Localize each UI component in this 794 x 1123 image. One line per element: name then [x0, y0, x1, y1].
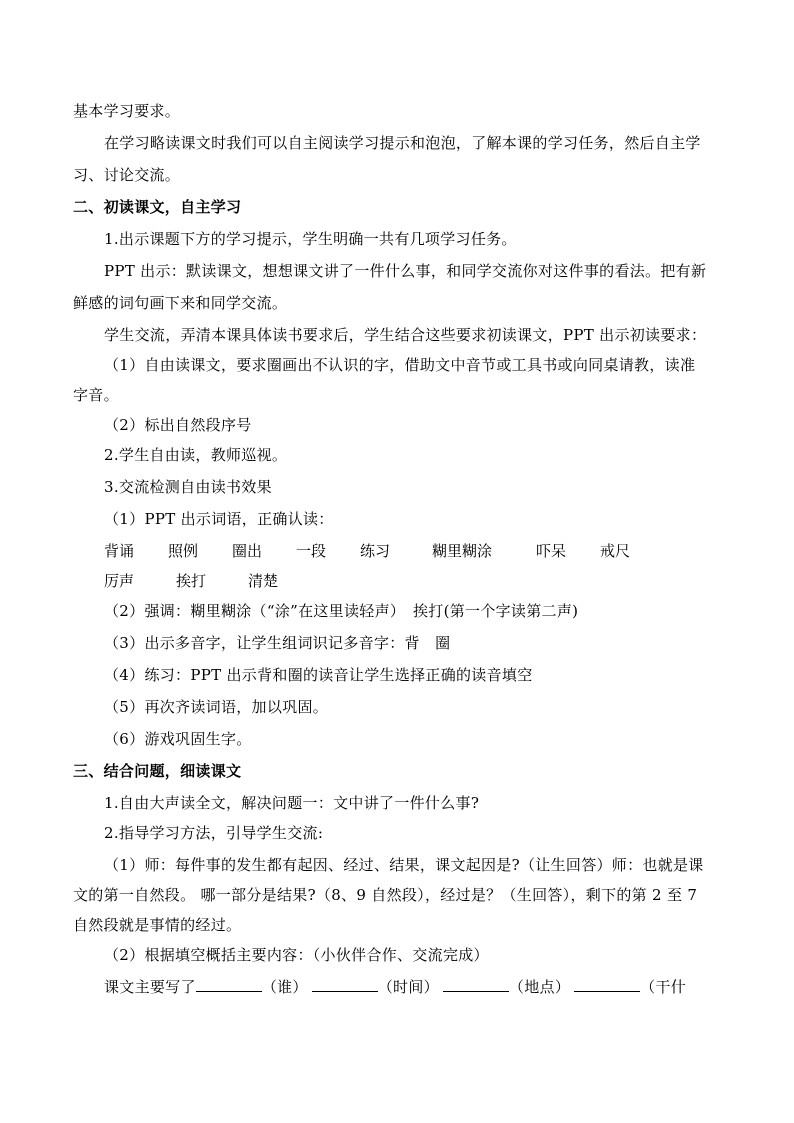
vocab-word: 糊里糊涂	[432, 542, 493, 560]
paragraph-line: PPT 出示：默读课文，想想课文讲了一件什么事，和同学交流你对这件事的看法。把有新	[104, 262, 707, 280]
paragraph-line: 学生交流，弄清本课具体读书要求后，学生结合这些要求初读课文，PPT 出示初读要求：	[104, 326, 707, 344]
paragraph-line: 文的第一自然段。 哪一部分是结果?（8、9 自然段），经过是？（生回答），剩下的第 2 至 7	[73, 886, 698, 904]
paragraph-line: （1）自由读课文，要求圈画出不认识的字，借助文中音节或工具书或向同桌请教，读准	[104, 356, 696, 374]
section-heading: 二、初读课文，自主学习	[73, 198, 242, 216]
paragraph-line: 字音。	[73, 386, 119, 404]
blank-what[interactable]	[574, 977, 640, 992]
vocab-word: 吓呆	[536, 542, 567, 560]
vocab-word: 照例	[168, 542, 199, 560]
paragraph-line: 2.指导学习方法，引导学生交流:	[104, 824, 324, 842]
vocab-word: 一段	[296, 542, 327, 560]
vocab-word: 背诵	[104, 542, 135, 560]
vocab-word: 练习	[360, 542, 391, 560]
paragraph-line: 鲜感的词句画下来和同学交流。	[73, 294, 288, 312]
paragraph-line: （2）强调：糊里糊涂（“涂”在这里读轻声） 挨打(第一个字读第二声)	[104, 602, 579, 620]
paragraph-line: 自然段就是事情的经过。	[73, 916, 242, 934]
paragraph-line: （2）根据填空概括主要内容：（小伙伴合作、交流完成）	[104, 946, 489, 964]
paragraph-line: 2.学生自由读，教师巡视。	[104, 446, 288, 464]
vocab-word: 圈出	[232, 542, 263, 560]
vocab-word: 挨打	[176, 572, 207, 590]
blank-when[interactable]	[312, 977, 378, 992]
paragraph-line: （6）游戏巩固生字。	[104, 730, 252, 748]
paragraph-line: 习、讨论交流。	[73, 166, 181, 184]
fill-prefix: 课文主要写了	[104, 978, 196, 996]
blank-where[interactable]	[443, 977, 509, 992]
fill-label-what: （干什	[640, 978, 687, 996]
paragraph-line: （1）师：每件事的发生都有起因、经过、结果，课文起因是?（让生回答）师：也就是课	[104, 856, 704, 874]
paragraph-line: 1.自由大声读全文，解决问题一：文中讲了一件什么事?	[104, 794, 480, 812]
paragraph-line: （4）练习：PPT 出示背和圈的读音让学生选择正确的读音填空	[104, 666, 533, 684]
fill-label-where: （地点）	[508, 978, 571, 996]
fill-in-line	[104, 976, 764, 998]
paragraph-line: 在学习略读课文时我们可以自主阅读学习提示和泡泡，了解本课的学习任务，然后自主学	[104, 134, 701, 152]
paragraph-line: 3.交流检测自由读书效果	[104, 478, 272, 496]
paragraph-line: 基本学习要求。	[73, 102, 181, 120]
paragraph-line: （3）出示多音字，让学生组词识记多音字：背 圈	[104, 634, 451, 652]
paragraph-line: （5）再次齐读词语，加以巩固。	[104, 698, 329, 716]
fill-label-who: （谁）	[261, 978, 308, 996]
blank-who[interactable]	[196, 977, 262, 992]
fill-label-when: （时间）	[377, 978, 439, 996]
vocab-word: 厉声	[104, 572, 135, 590]
section-heading: 三、结合问题，细读课文	[73, 762, 242, 780]
vocab-word: 戒尺	[600, 542, 631, 560]
vocab-word: 清楚	[248, 572, 279, 590]
paragraph-line: 1.出示课题下方的学习提示，学生明确一共有几项学习任务。	[104, 230, 517, 248]
paragraph-line: （1）PPT 出示词语，正确认读：	[104, 510, 334, 528]
paragraph-line: （2）标出自然段序号	[104, 416, 252, 434]
